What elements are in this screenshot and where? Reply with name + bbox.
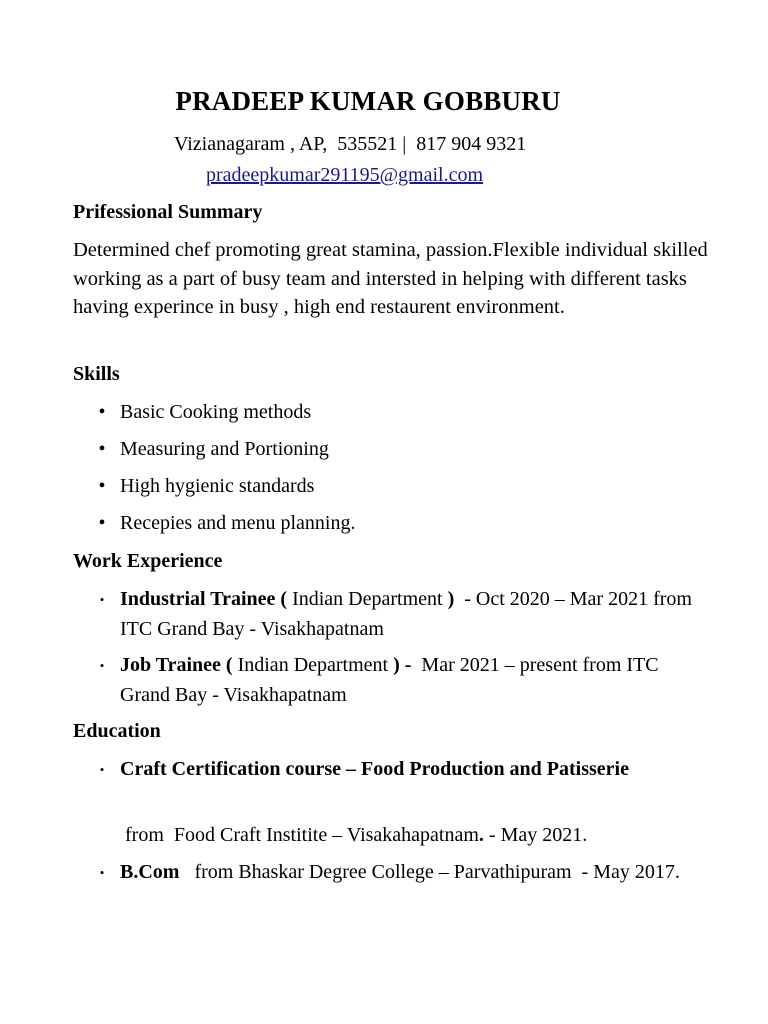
education-item xyxy=(73,754,663,784)
skill-item xyxy=(73,397,693,427)
education-details: from Bhaskar Degree College – Parvathipuram - May 2017. xyxy=(179,861,680,883)
applicant-name: PRADEEP KUMAR GOBBURU xyxy=(175,86,561,116)
education-date: - May 2021. xyxy=(483,824,588,846)
email-link[interactable]: pradeepkumar291195@gmail.com xyxy=(206,164,484,186)
skill-text: Measuring and Portioning xyxy=(120,438,329,460)
work-text xyxy=(120,650,693,710)
bullet-icon: • xyxy=(99,865,105,880)
work-paren: ) xyxy=(447,588,455,610)
bullet-icon: • xyxy=(98,512,106,534)
education-text xyxy=(120,857,683,887)
skill-text: Basic Cooking methods xyxy=(120,401,312,423)
bullet-icon: • xyxy=(99,592,105,607)
bullet-icon: • xyxy=(98,475,106,497)
work-item xyxy=(73,584,697,644)
skill-text: Recepies and menu planning. xyxy=(120,512,356,534)
work-department: Indian Department xyxy=(232,654,394,676)
skill-text: High hygienic standards xyxy=(120,475,315,497)
bullet-icon: • xyxy=(98,438,106,460)
skill-item xyxy=(73,434,693,464)
work-role: Industrial Trainee ( xyxy=(120,588,288,610)
summary-heading: Prifessional Summary xyxy=(73,201,263,223)
education-degree: B.Com xyxy=(120,861,180,883)
skills-heading: Skills xyxy=(73,363,120,385)
education-institute xyxy=(120,821,587,849)
skill-item xyxy=(73,508,693,538)
education-item xyxy=(73,857,683,887)
work-role: Job Trainee ( xyxy=(120,654,233,676)
skill-item xyxy=(73,471,693,501)
education-dot: . xyxy=(478,824,484,846)
contact-line: Vizianagaram , AP, 535521 | 817 904 9321 xyxy=(174,133,527,155)
work-details: Mar 2021 – present from ITC Grand Bay - Visakhapatnam xyxy=(120,654,664,706)
work-paren: ) - xyxy=(393,654,417,676)
bullet-icon: • xyxy=(99,762,105,777)
work-heading: Work Experience xyxy=(73,550,223,572)
work-text xyxy=(120,584,697,644)
bullet-icon: • xyxy=(99,658,105,673)
education-title: Craft Certification course – Food Production and Patisserie xyxy=(120,758,629,780)
bullet-icon: • xyxy=(98,401,106,423)
work-item xyxy=(73,650,693,710)
summary-text: Determined chef promoting great stamina, passion.Flexible individual skilled working as a part of busy team and intersted in helping with different tasks having experince in busy , high end restaurent environment. xyxy=(73,239,708,319)
education-institute-name: from Food Craft Institite – Visakahapatnam xyxy=(120,824,479,846)
work-details: - Oct 2020 – Mar 2021 from ITC Grand Bay - Visakhapatnam xyxy=(120,588,697,640)
education-heading: Education xyxy=(73,720,161,742)
work-department: Indian Department xyxy=(287,588,448,610)
